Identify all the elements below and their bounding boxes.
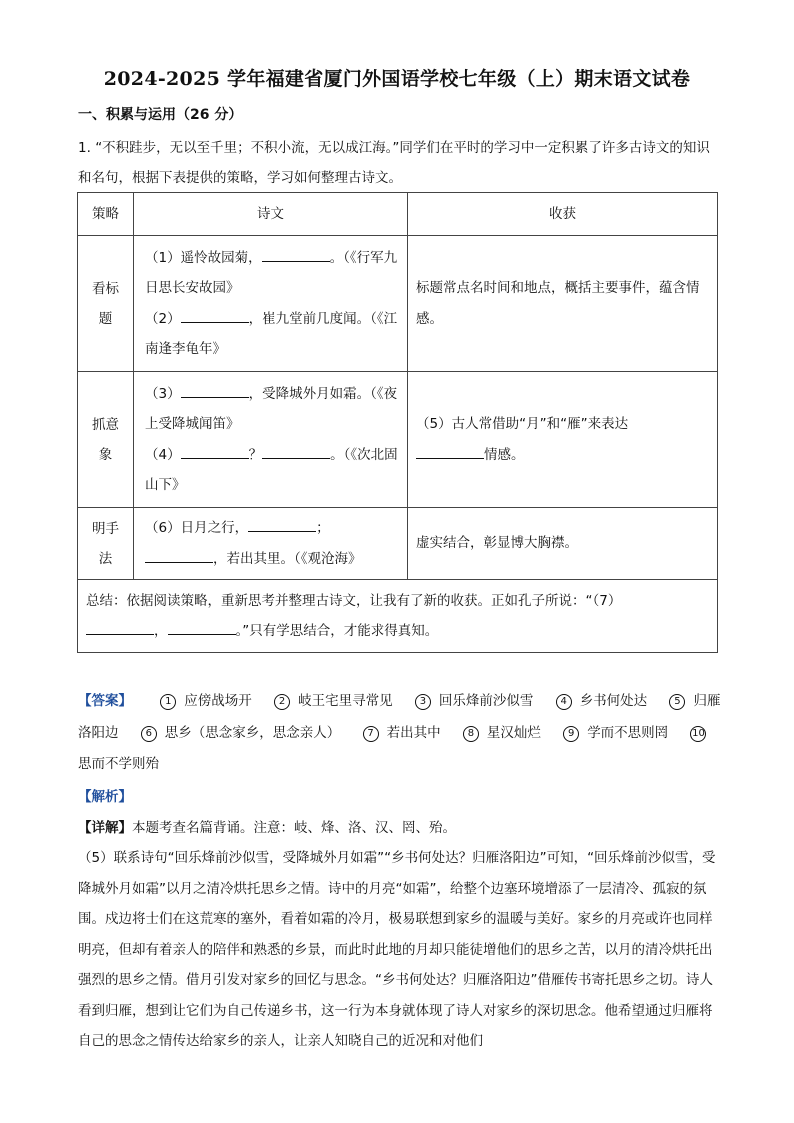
answer-text: 若出其中 — [386, 724, 441, 741]
strategy-label: 看标题 — [92, 280, 119, 327]
answer-item — [274, 693, 393, 709]
number-circle-icon: 9 — [563, 726, 579, 742]
number-circle-icon: 1 — [160, 694, 176, 710]
table-header-row — [78, 193, 718, 236]
poem-text: （1）遥怜故园菊， — [145, 249, 262, 266]
number-circle-icon: 5 — [669, 694, 685, 710]
fill-blank — [181, 308, 249, 323]
answer-text: 思而不学则殆 — [78, 756, 159, 772]
fill-blank — [262, 444, 330, 459]
poem-text: ？ — [248, 446, 263, 463]
table-row — [78, 372, 718, 508]
poem-cell — [134, 372, 408, 508]
answer-item — [415, 693, 534, 709]
strategy-cell — [78, 236, 134, 372]
fill-blank — [145, 548, 213, 563]
header-poem: 诗文 — [134, 193, 408, 236]
fill-blank — [248, 517, 316, 532]
answer-text: 学而不思则罔 — [587, 724, 669, 741]
number-circle-icon: 7 — [363, 726, 379, 742]
answer-item — [363, 725, 441, 741]
strategy-cell — [78, 508, 134, 580]
poem-text: （6）日月之行， — [145, 520, 249, 536]
section-heading: 一、积累与运用（26 分） — [78, 107, 243, 123]
question-number: 1. — [78, 140, 91, 156]
analysis-tag: 【解析】 — [78, 789, 132, 805]
fill-blank — [86, 620, 154, 635]
header-gain: 收获 — [408, 193, 718, 236]
fill-blank — [181, 444, 249, 459]
answer-item — [563, 725, 668, 741]
fill-blank — [181, 383, 249, 398]
poem-text: ，受降城外月如霜。（《夜上受降城闻笛》 — [145, 385, 398, 432]
answer-text: 乡书何处达 — [579, 693, 648, 709]
answer-text: 应傍战场开 — [184, 693, 252, 709]
answer-item — [141, 725, 341, 741]
summary-text: ， — [154, 623, 168, 639]
analysis-block — [78, 782, 723, 1057]
page-title: 2024-2025 学年福建省厦门外国语学校七年级（上）期末语文试卷 — [103, 68, 691, 90]
gain-text: 情感。 — [484, 446, 525, 463]
number-circle-icon: 8 — [463, 726, 479, 742]
gain-cell — [408, 372, 718, 508]
poem-cell — [134, 236, 408, 372]
answer-text: 回乐烽前沙似雪 — [438, 693, 534, 709]
strategy-label: 抓意象 — [92, 416, 119, 463]
table-row — [78, 236, 718, 372]
answer-item — [160, 693, 252, 709]
fill-blank — [168, 620, 236, 635]
fill-blank — [416, 444, 484, 459]
answer-item — [463, 725, 541, 741]
summary-text: 。”只有学思结合，才能求得真知。 — [235, 623, 439, 639]
strategy-cell — [78, 372, 134, 508]
answer-text: 思乡（思念家乡，思念亲人） — [164, 724, 341, 741]
answer-text: 岐王宅里寻常见 — [298, 693, 393, 709]
answer-text: 归雁洛阳边 — [78, 693, 721, 741]
answer-item — [556, 693, 648, 709]
gain-text: （5）古人常借助“月”和“雁”来表达 — [416, 416, 629, 432]
detail-tag: 【详解】 — [78, 819, 132, 836]
number-circle-icon: 6 — [141, 726, 157, 742]
poem-text: （3） — [145, 385, 181, 402]
gain-cell: 标题常点名时间和地点，概括主要事件，蕴含情感。 — [408, 236, 718, 372]
detail-text: 本题考查名篇背诵。注意：岐、烽、洛、汉、罔、殆。 — [132, 819, 456, 836]
answer-text: 星汉灿烂 — [486, 724, 541, 741]
answer-block — [78, 686, 723, 781]
poem-text: （4） — [145, 446, 181, 463]
poem-text: 。（《次北固山下》 — [145, 446, 398, 493]
number-circle-icon: 4 — [556, 694, 572, 710]
poem-cell — [134, 508, 408, 580]
summary-row — [78, 580, 718, 653]
header-strategy: 策略 — [78, 193, 134, 236]
answer-tag: 【答案】 — [78, 693, 132, 709]
number-circle-icon: 2 — [274, 694, 290, 710]
poem-text: ； — [316, 520, 330, 536]
fill-blank — [262, 247, 330, 262]
strategy-table — [77, 192, 718, 653]
poem-text: ，崔九堂前几度闻。（《江南逢李龟年》 — [145, 310, 398, 357]
analysis-paragraph: （5）联系诗句“回乐烽前沙似雪，受降城外月如霜”“乡书何处达？归雁洛阳边”可知，“回乐烽前沙似雪，受降城外月如霜”以月之清冷烘托思乡之情。诗中的月亮“如霜”，给整个边塞环境增添了一层清冷、孤寂的氛围。戍边将士们在这荒寒的塞外，看着如霜的冷月，极易联想到家乡的温暖与美好。家乡的月亮或许也同样明亮，但却有着亲人的陪伴和熟悉的乡景，而此时此地的月却只能徒增他们的思乡之苦，以月的清冷烘托出强烈的思乡之情。借月引发对家乡的回忆与思念。“乡书何处达？归雁洛阳边”借雁传书寄托思乡之切。诗人看到归雁，想到让它们为自己传递乡书，这一行为本身就体现了诗人对家乡的深切思念。他希望通过归雁将自己的思念之情传达给家乡的亲人，让亲人知晓自己的近况和对他们 — [78, 850, 716, 1049]
question-intro — [78, 133, 720, 193]
strategy-label: 明手法 — [92, 520, 119, 567]
number-circle-icon: 10 — [690, 726, 706, 742]
poem-text: （2） — [145, 310, 181, 327]
poem-text: ，若出其里。（《观沧海》 — [213, 550, 362, 567]
summary-cell — [78, 580, 718, 653]
gain-cell: 虚实结合，彰显博大胸襟。 — [408, 508, 718, 580]
number-circle-icon: 3 — [415, 694, 431, 710]
poem-text: 。（《行军九日思长安故园》 — [145, 249, 398, 296]
table-row — [78, 508, 718, 580]
summary-text: 总结：依据阅读策略，重新思考并整理古诗文，让我有了新的收获。正如孔子所说：“（7） — [86, 593, 622, 609]
question-intro-text: “不积跬步，无以至千里；不积小流，无以成江海。”同学们在平时的学习中一定积累了许多古诗文的知识和名句，根据下表提供的策略，学习如何整理古诗文。 — [78, 140, 710, 186]
